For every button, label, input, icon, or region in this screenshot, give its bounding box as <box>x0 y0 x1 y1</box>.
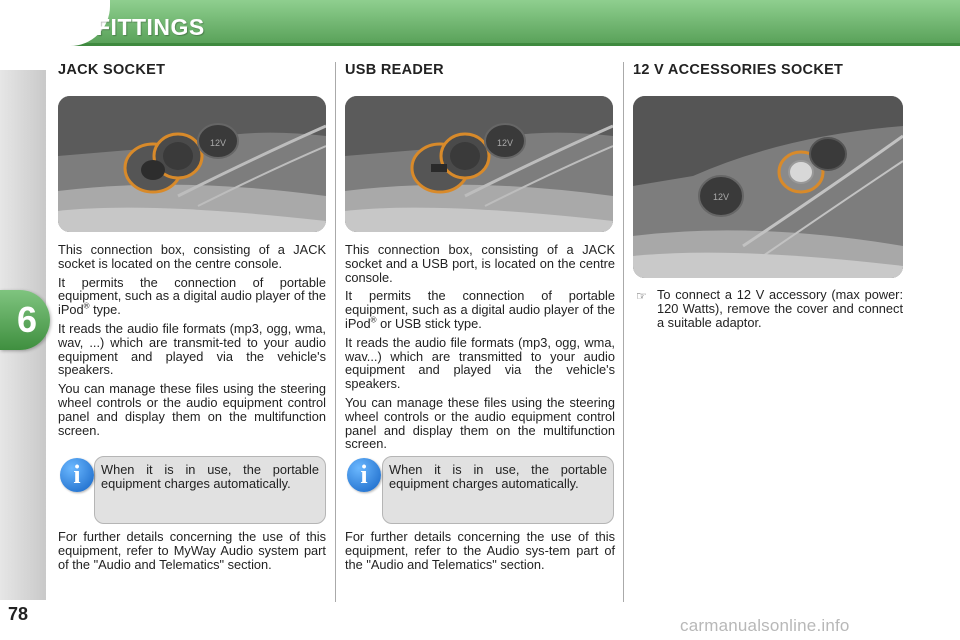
jack-socket-heading: JACK SOCKET <box>58 62 166 78</box>
usb-info-text: When it is in use, the portable equipment charges automatically. <box>389 462 607 491</box>
jack-p4: You can manage these files using the steering wheel controls or the audio equipment control panel and display them on the multifunction screen. <box>58 381 326 438</box>
jack-footer-text: For further details concerning the use of this equipment, refer to MyWay Audio system part of the "Audio and Telematics" section. <box>58 529 326 572</box>
usb-p3: It reads the audio file formats (mp3, ogg, wma, wav...) which are transmitted to your audio equipment and played via the vehicle's speakers. <box>345 334 615 392</box>
info-icon: i <box>347 458 381 492</box>
svg-text:12V: 12V <box>210 138 227 148</box>
usb-reader-photo <box>345 96 613 232</box>
jack-info-text: When it is in use, the portable equipment charges automatically. <box>101 462 319 491</box>
svg-text:12V: 12V <box>713 192 730 202</box>
jack-p2: It permits the connection of portable equipment, such as a digital audio player of the iPod® type. <box>58 274 326 318</box>
accessories-socket-heading: 12 V ACCESSORIES SOCKET <box>633 62 844 78</box>
jack-info-box <box>94 456 326 524</box>
column-divider-1 <box>335 62 336 602</box>
usb-p2: It permits the connection of portable equipment, such as a digital audio player of the iPod® or USB stick type. <box>345 288 615 331</box>
usb-p1: This connection box, consisting of a JACK socket and a USB port, is located on the centre console. <box>345 242 615 285</box>
usb-info-box <box>382 456 614 524</box>
info-icon: i <box>60 458 94 492</box>
jack-p3: It reads the audio file formats (mp3, ogg, wma, wav, ...) which are transmit-ted to your audio equipment and played via the vehicle's speakers. <box>58 320 326 378</box>
usb-reader-text <box>345 243 615 456</box>
column-divider-2 <box>623 62 624 602</box>
usb-p4: You can manage these files using the steering wheel controls or the audio equipment control panel and display them on the multifunction screen. <box>345 394 615 452</box>
page-number: 78 <box>8 604 29 624</box>
chapter-badge: 6 <box>0 290 50 350</box>
accessories-socket-text: To connect a 12 V accessory (max power: 120 Watts), remove the cover and connect a suitable adaptor. <box>657 287 903 330</box>
accessories-socket-photo <box>633 96 903 278</box>
watermark: carmanualsonline.info <box>680 616 850 635</box>
svg-text:12V: 12V <box>497 138 514 148</box>
pointing-hand-icon: ☞ <box>636 289 647 303</box>
usb-footer-text: For further details concerning the use of this equipment, refer to the Audio sys-tem part of the "Audio and Telematics" section. <box>345 529 615 572</box>
usb-reader-heading: USB READER <box>345 62 444 78</box>
jack-p1: This connection box, consisting of a JACK socket is located on the centre console. <box>58 242 326 271</box>
page-title: FITTINGS <box>96 14 205 40</box>
jack-socket-text <box>58 243 326 442</box>
jack-socket-photo <box>58 96 326 232</box>
